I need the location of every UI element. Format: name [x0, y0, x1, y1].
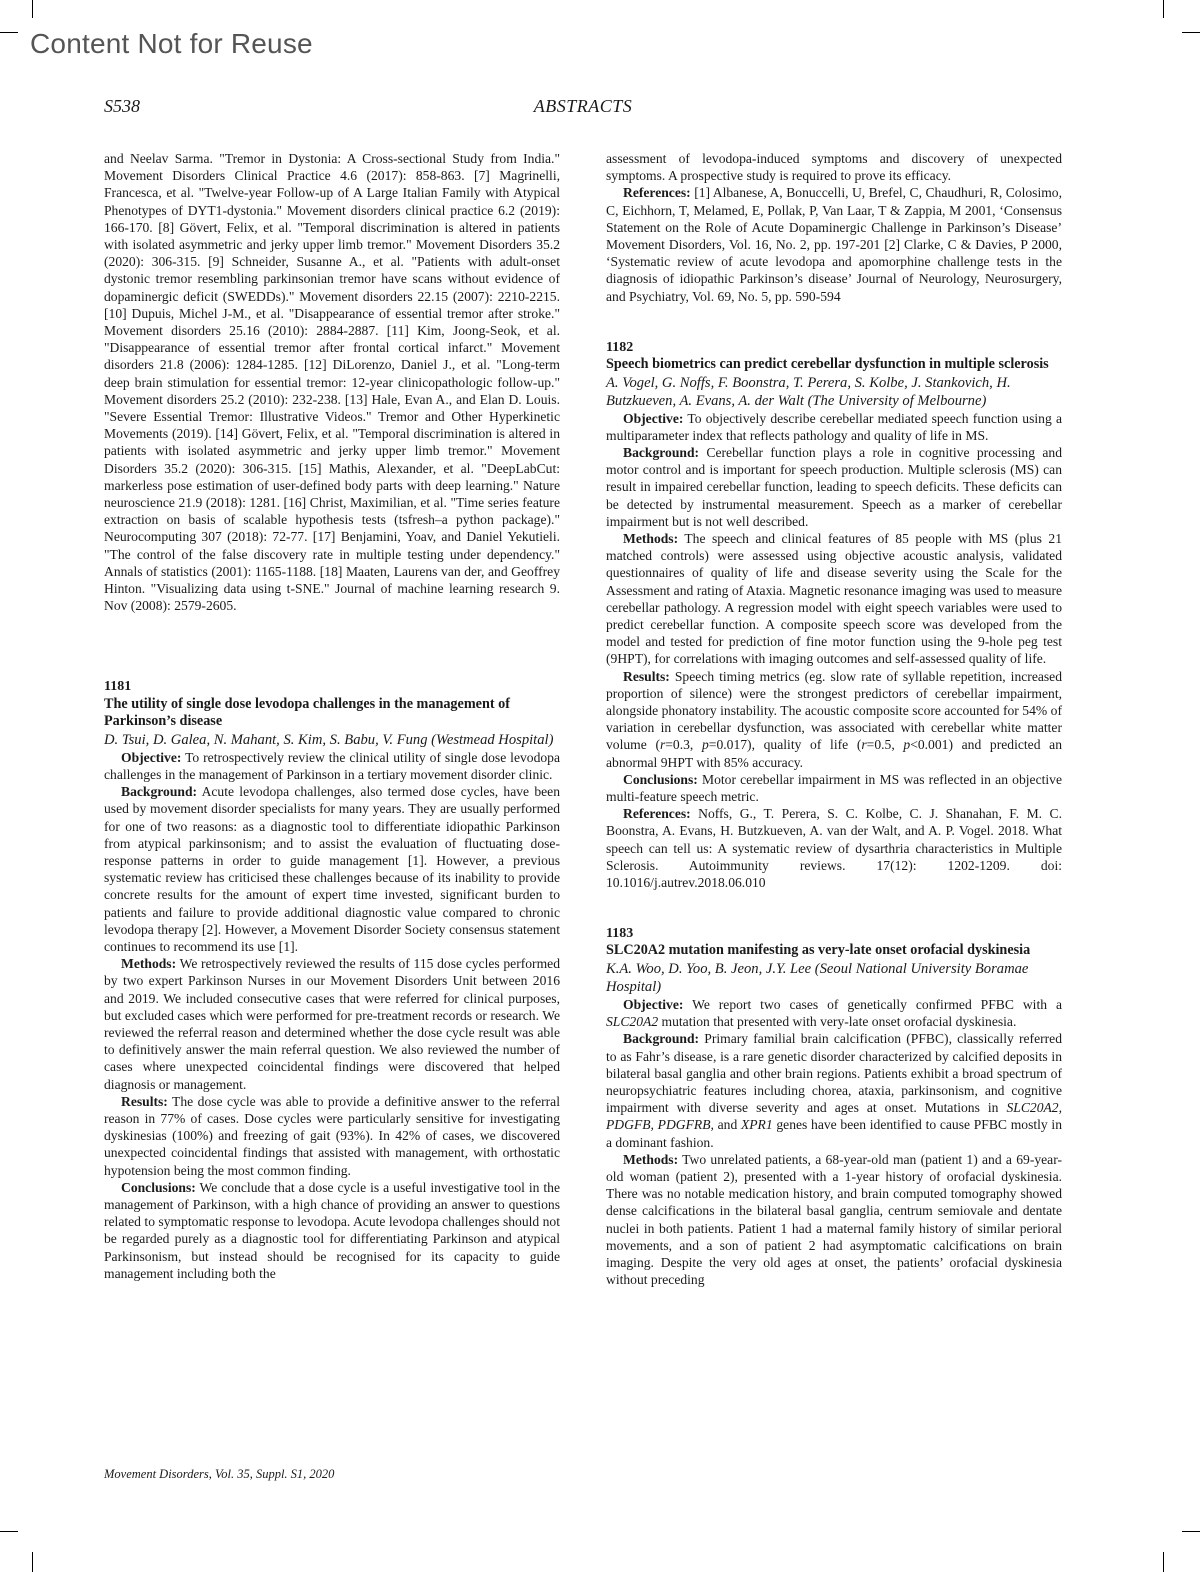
- abstract-authors: D. Tsui, D. Galea, N. Mahant, S. Kim, S. Babu, V. Fung (Westmead Hospital): [104, 731, 554, 748]
- results-paragraph: Results: The dose cycle was able to provide a definitive answer to the referral reason in 77% of cases. Dose cycles were particularly sensitive for investigating dyskinesias (100%) and freezing of gait (93%). In 42% of cases, we discovered unexpected coincidental findings that assisted with management, with orthostatic hypotension being the most common finding.: [104, 1093, 560, 1178]
- crop-mark: [0, 1531, 18, 1532]
- abstract-continued: assessment of levodopa-induced symptoms and discovery of unexpected symptoms. A prospective study is required to prove its efficacy.: [606, 151, 1062, 184]
- header-title: ABSTRACTS: [533, 96, 633, 116]
- abstract-number: 1183: [606, 926, 634, 942]
- objective-paragraph: Objective: We report two cases of genetically confirmed PFBC with a SLC20A2 mutation that presented with very-late onset orofacial dyskinesia.: [606, 996, 1062, 1030]
- objective-paragraph: Objective: To objectively describe cerebellar mediated speech function using a multiparameter index that reflects pathology and quality of life in MS.: [606, 410, 1062, 443]
- crop-mark: [1163, 0, 1164, 18]
- abstract-number: 1182: [606, 339, 634, 355]
- crop-mark: [1182, 1531, 1200, 1532]
- page-number: S538: [104, 96, 140, 116]
- objective-paragraph: Objective: To retrospectively review the clinical utility of single dose levodopa challenges in the management of Parkinson in a tertiary movement disorder clinic.: [104, 749, 560, 782]
- references-paragraph: References: [1] Albanese, A, Bonuccelli, U, Brefel, C, Chaudhuri, R, Colosimo, C, Eichhorn, T, Melamed, E, Pollak, P, Van Laar, T & Zappia, M 2001, ‘Consensus Statement on the Role of Acute Dopaminergic Challenge in Parkinson’s Disease’ Movement Disorders, Vol. 16, No. 2, pp. 197-201 [2] Clarke, C & Davies, P 2000, ‘Systematic review of acute levodopa and apomorphine challenge tests in the diagnosis of idiopathic Parkinson’s disease’ Journal of Neurology, Neurosurgery, and Psychiatry, Vol. 69, No. 5, pp. 590-594: [606, 185, 1063, 304]
- right-column: [606, 150, 1062, 1288]
- abstract-title: SLC20A2 mutation manifesting as very-late onset orofacial dyskinesia: [606, 942, 1031, 959]
- references-continued: and Neelav Sarma. "Tremor in Dystonia: A Cross-sectional Study from India." Movement Disorders Clinical Practice 4.6 (2017): 858-863. [7] Magrinelli, Francesca, et al. "Twelve-year Follow-up of A Large Italian Family with Atypical Phenotypes of DYT1-dystonia." Movement disorders clinical practice 6.2 (2019): 166-170. [8] Gövert, Felix, et al. "Temporal discrimination is altered in patients with isolated asymmetric and jerky upper limb tremor." Movement Disorders 35.2 (2020): 306-315. [9] Schneider, Susanne A., et al. "Patients with adult-onset dystonic tremor resembling parkinsonian tremor have scans without evidence of dopaminergic deficit (SWEDDs)." Movement disorders 22.15 (2007): 2210-2215. [10] Dupuis, Michel J-M., et al. "Disappearance of essential tremor after stroke." Movement disorders 25.16 (2010): 2884-2887. [11] Kim, Joong-Seok, et al. "Disappearance of essential tremor after frontal cortical infarct." Movement disorders 21.8 (2006): 1284-1285. [12] DiLorenzo, Daniel J., et al. "Long-term deep brain stimulation for essential tremor: 12-year clinicopathologic follow-up." Movement disorders 25.2 (2010): 232-238. [13] Hale, Evan A., and Elan D. Louis. "Severe Essential Tremor: Illustrative Videos." Tremor and Other Hyperkinetic Movements (2019). [14] Gövert, Felix, et al. "Temporal discrimination is altered in patients with isolated asymmetric and jerky upper limb tremor." Movement Disorders 35.2 (2020): 306-315. [15] Mathis, Alexander, et al. "DeepLabCut: markerless pose estimation of user-defined body parts with deep learning." Nature neuroscience 21.9 (2018): 1281. [16] Christ, Maximilian, et al. "Time series feature extraction on basis of scalable hypothesis tests (tsfresh–a python package)." Neurocomputing 307 (2018): 72-77. [17] Benjamini, Yoav, and Daniel Yekutieli. "The control of the false discovery rate in multiple testing under dependency." Annals of statistics (2001): 1165-1188. [18] Maaten, Laurens van der, and Geoffrey Hinton. "Visualizing data using t-SNE." Journal of machine learning research 9. Nov (2008): 2579-2605.: [104, 151, 560, 614]
- crop-mark: [1182, 32, 1200, 33]
- crop-mark: [0, 32, 18, 33]
- crop-mark: [32, 1552, 33, 1572]
- abstract-authors: A. Vogel, G. Noffs, F. Boonstra, T. Perera, S. Kolbe, J. Stankovich, H. Butzkueven, A. Evans, A. der Walt (The University of Melbourne): [606, 374, 1011, 409]
- journal-footer: Movement Disorders, Vol. 35, Suppl. S1, 2020: [104, 1467, 335, 1481]
- results-paragraph: Results: Speech timing metrics (eg. slow rate of syllable repetition, increased proportion of silence) were the strongest predictors of cerebellar impairment, alongside phonatory instability. The acoustic composite score accounted for 54% of variation in cerebellar dysfunction, was associated with cerebellar white matter volume (r=0.3, p=0.017), quality of life (r=0.5, p<0.001) and predicted an abnormal 9HPT with 85% accuracy.: [606, 668, 1063, 770]
- conclusions-paragraph: Conclusions: Motor cerebellar impairment in MS was reflected in an objective multi-feature speech metric.: [606, 771, 1062, 804]
- crop-mark: [1163, 1552, 1164, 1572]
- running-header: [104, 96, 1062, 120]
- methods-paragraph: Methods: The speech and clinical features of 85 people with MS (plus 21 matched controls) were assessed using objective acoustic analysis, validated questionnaires of quality of life and disease severity using the Scale for the Assessment and rating of Ataxia. Magnetic resonance imaging was used to measure cerebellar pathology. A regression model with eight speech variables were used to predict cerebellar function. A composite speech score was developed from the model and tested for prediction of fine motor function using the 9-hole peg test (9HPT), for correlations with imaging outcomes and self-assessed quality of life.: [606, 530, 1063, 667]
- abstract-title: Speech biometrics can predict cerebellar dysfunction in multiple sclerosis: [606, 356, 1049, 373]
- abstract-authors: K.A. Woo, D. Yoo, B. Jeon, J.Y. Lee (Seoul National University Boramae Hospital): [606, 960, 1029, 995]
- crop-mark: [32, 0, 33, 18]
- abstract-number: 1181: [104, 679, 132, 695]
- abstract-title: The utility of single dose levodopa challenges in the management of Parkinson’s disease: [104, 695, 510, 730]
- background-paragraph: Background: Acute levodopa challenges, also termed dose cycles, have been used by movement disorder specialists for many years. They are usually performed for one of two reasons: as a diagnostic tool to differentiate idiopathic Parkinson from atypical parkinsonism; and to assist the evaluation of fluctuating dose-response patterns in order to guide management [1]. However, a previous systematic review has criticised these challenges because of its inability to provide concrete results for the amount of expert time invested, significant burden to patients and failure to provide additional diagnostic value compared to chronic levodopa therapy [2]. However, a Movement Disorder Society consensus statement continues to recommend its use [1].: [104, 784, 561, 954]
- background-paragraph: Background: Primary familial brain calcification (PFBC), classically referred to as Fahr’s disease, is a rare genetic disorder characterized by calcified deposits in bilateral basal ganglia and other brain regions. Patients exhibit a broad spectrum of neuropsychiatric features including chorea, ataxia, parkinsonism, and cognitive impairment with diverse severity and ages at onset. Mutations in SLC20A2, PDGFB, PDGFRB, and XPR1 genes have been identified to cause PFBC mostly in a dominant fashion.: [606, 1031, 1062, 1150]
- references-paragraph: References: Noffs, G., T. Perera, S. C. Kolbe, C. J. Shanahan, F. M. C. Boonstra, A. Evans, H. Butzkueven, A. van der Walt, and A. P. Vogel. 2018. What speech can tell us: A systematic review of dysarthria characteristics in Multiple Sclerosis. Autoimmunity reviews. 17(12): 1202-1209. doi: 10.1016/j.autrev.2018.06.010: [606, 806, 1062, 891]
- background-paragraph: Background: Cerebellar function plays a role in cognitive processing and motor control and is important for speech production. Multiple sclerosis (MS) can result in impaired cerebellar function, leading to speech deficits. These deficits can be detected by instrumental measurement. Speech as a marker of cerebellar impairment but is not well described.: [606, 444, 1062, 529]
- left-column: [104, 150, 560, 1282]
- watermark: Content Not for Reuse: [30, 28, 313, 59]
- methods-paragraph: Methods: We retrospectively reviewed the results of 115 dose cycles performed by two expert Parkinson Nurses in our Movement Disorders Unit between 2016 and 2019. We included consecutive cases that were referred for clinical purposes, but excluded cases which were performed for pre-treatment records or research. We reviewed the referral reason and determined whether the dose cycle result was able to definitively answer the main referral question. We also reviewed the number of cases where unexpected coincidental findings were discovered that helped diagnosis or management.: [104, 956, 560, 1092]
- methods-paragraph: Methods: Two unrelated patients, a 68-year-old man (patient 1) and a 69-year-old woman (patient 2), presented with a 1-year history of orofacial dyskinesia. There was no notable medication history, and brain computed tomography showed dense calcifications in the bilateral basal ganglia, centrum semiovale and dentate nuclei in both patients. Patient 1 had a maternal family history of similar perioral movements, and a son of patient 2 had asymptomatic calcifications on brain imaging. Despite the very old ages at onset, the patients’ orofacial dyskinesia without preceding: [606, 1151, 1062, 1288]
- conclusions-paragraph: Conclusions: We conclude that a dose cycle is a useful investigative tool in the management of Parkinson, with a high chance of providing an answer to questions related to symptomatic response to levodopa. Acute levodopa challenges should not be regarded purely as a diagnostic tool for differentiating Parkinson and atypical Parkinsonism, but instead should be recognised for its capacity to guide management including both the: [104, 1179, 560, 1281]
